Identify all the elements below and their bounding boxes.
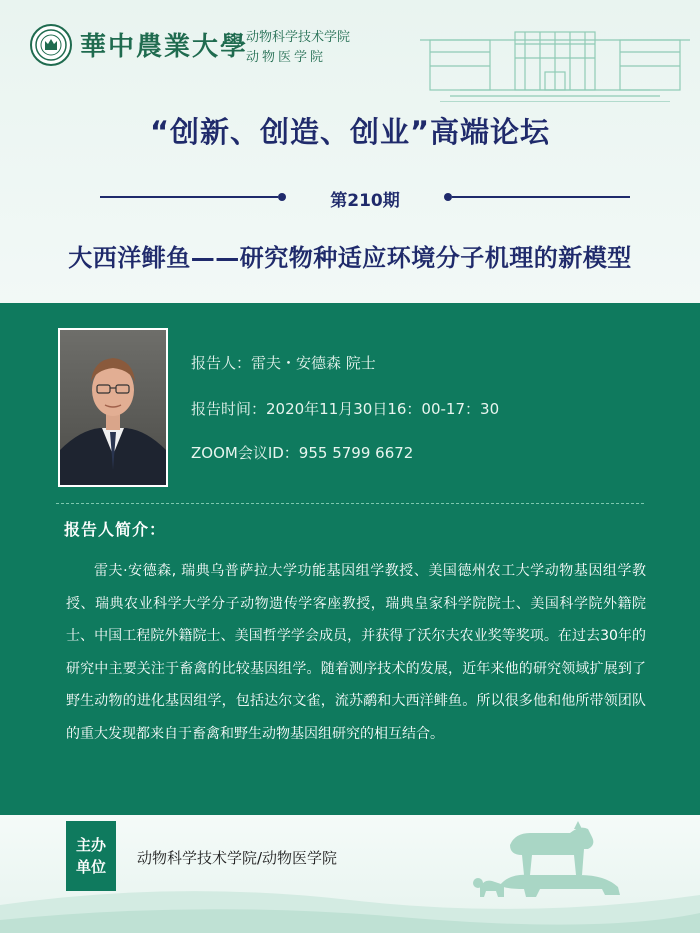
speaker-name: 报告人：雷夫・安德森 院士 <box>191 354 376 372</box>
header <box>0 0 700 303</box>
talk-title: 大西洋鲱鱼——研究物种适应环境分子机理的新模型 <box>68 244 632 272</box>
university-seal-icon <box>30 24 72 66</box>
bio-text: 雷夫·安德森, 瑞典乌普萨拉大学功能基因组学教授、美国德州农工大学动物基因组学教授、瑞典农业科学大学分子动物遗传学客座教授，瑞典皇家科学院院士、美国科学院外籍院士、中国工程院外籍院士、美国哲学学会成员，并获得了沃尔夫农业奖等奖项。在过去30年的研究中主要关注于畜禽的比较基因组学。随着测序技术的发展，近年来他的研究领域扩展到了野生动物的进化基因组学，包括达尔文雀，流苏鹬和大西洋鲱鱼。所以很多他和他所带领团队的重大发现都来自于畜禽和野生动物基因组研究的相互结合。 <box>66 563 646 742</box>
department-line-2: 动物医学院 <box>246 50 327 65</box>
host-label <box>66 821 116 891</box>
dashed-divider <box>56 503 644 504</box>
speaker-panel <box>0 303 700 815</box>
university-name: 華中農業大學 <box>80 32 249 62</box>
zoom-meeting-id: ZOOM会议ID：955 5799 6672 <box>191 444 414 462</box>
divider-line-right <box>452 196 630 198</box>
host-label-line-2: 单位 <box>75 858 106 876</box>
divider-dot-right <box>444 193 452 201</box>
campus-building-illustration <box>420 22 690 102</box>
forum-title: “创新、创造、创业”高端论坛 <box>149 115 551 149</box>
issue-divider <box>100 186 630 211</box>
footer <box>0 815 700 933</box>
report-time: 报告时间：2020年11月30日16：00-17：30 <box>191 400 500 418</box>
speaker-photo <box>58 328 168 487</box>
livestock-silhouette <box>470 815 640 910</box>
host-label-line-1: 主办 <box>75 836 106 854</box>
host-organization: 动物科学技术学院/动物医学院 <box>137 849 338 867</box>
bio-heading: 报告人简介： <box>64 520 167 539</box>
issue-number: 第210期 <box>330 191 400 211</box>
department-line-1: 动物科学技术学院 <box>246 30 351 45</box>
